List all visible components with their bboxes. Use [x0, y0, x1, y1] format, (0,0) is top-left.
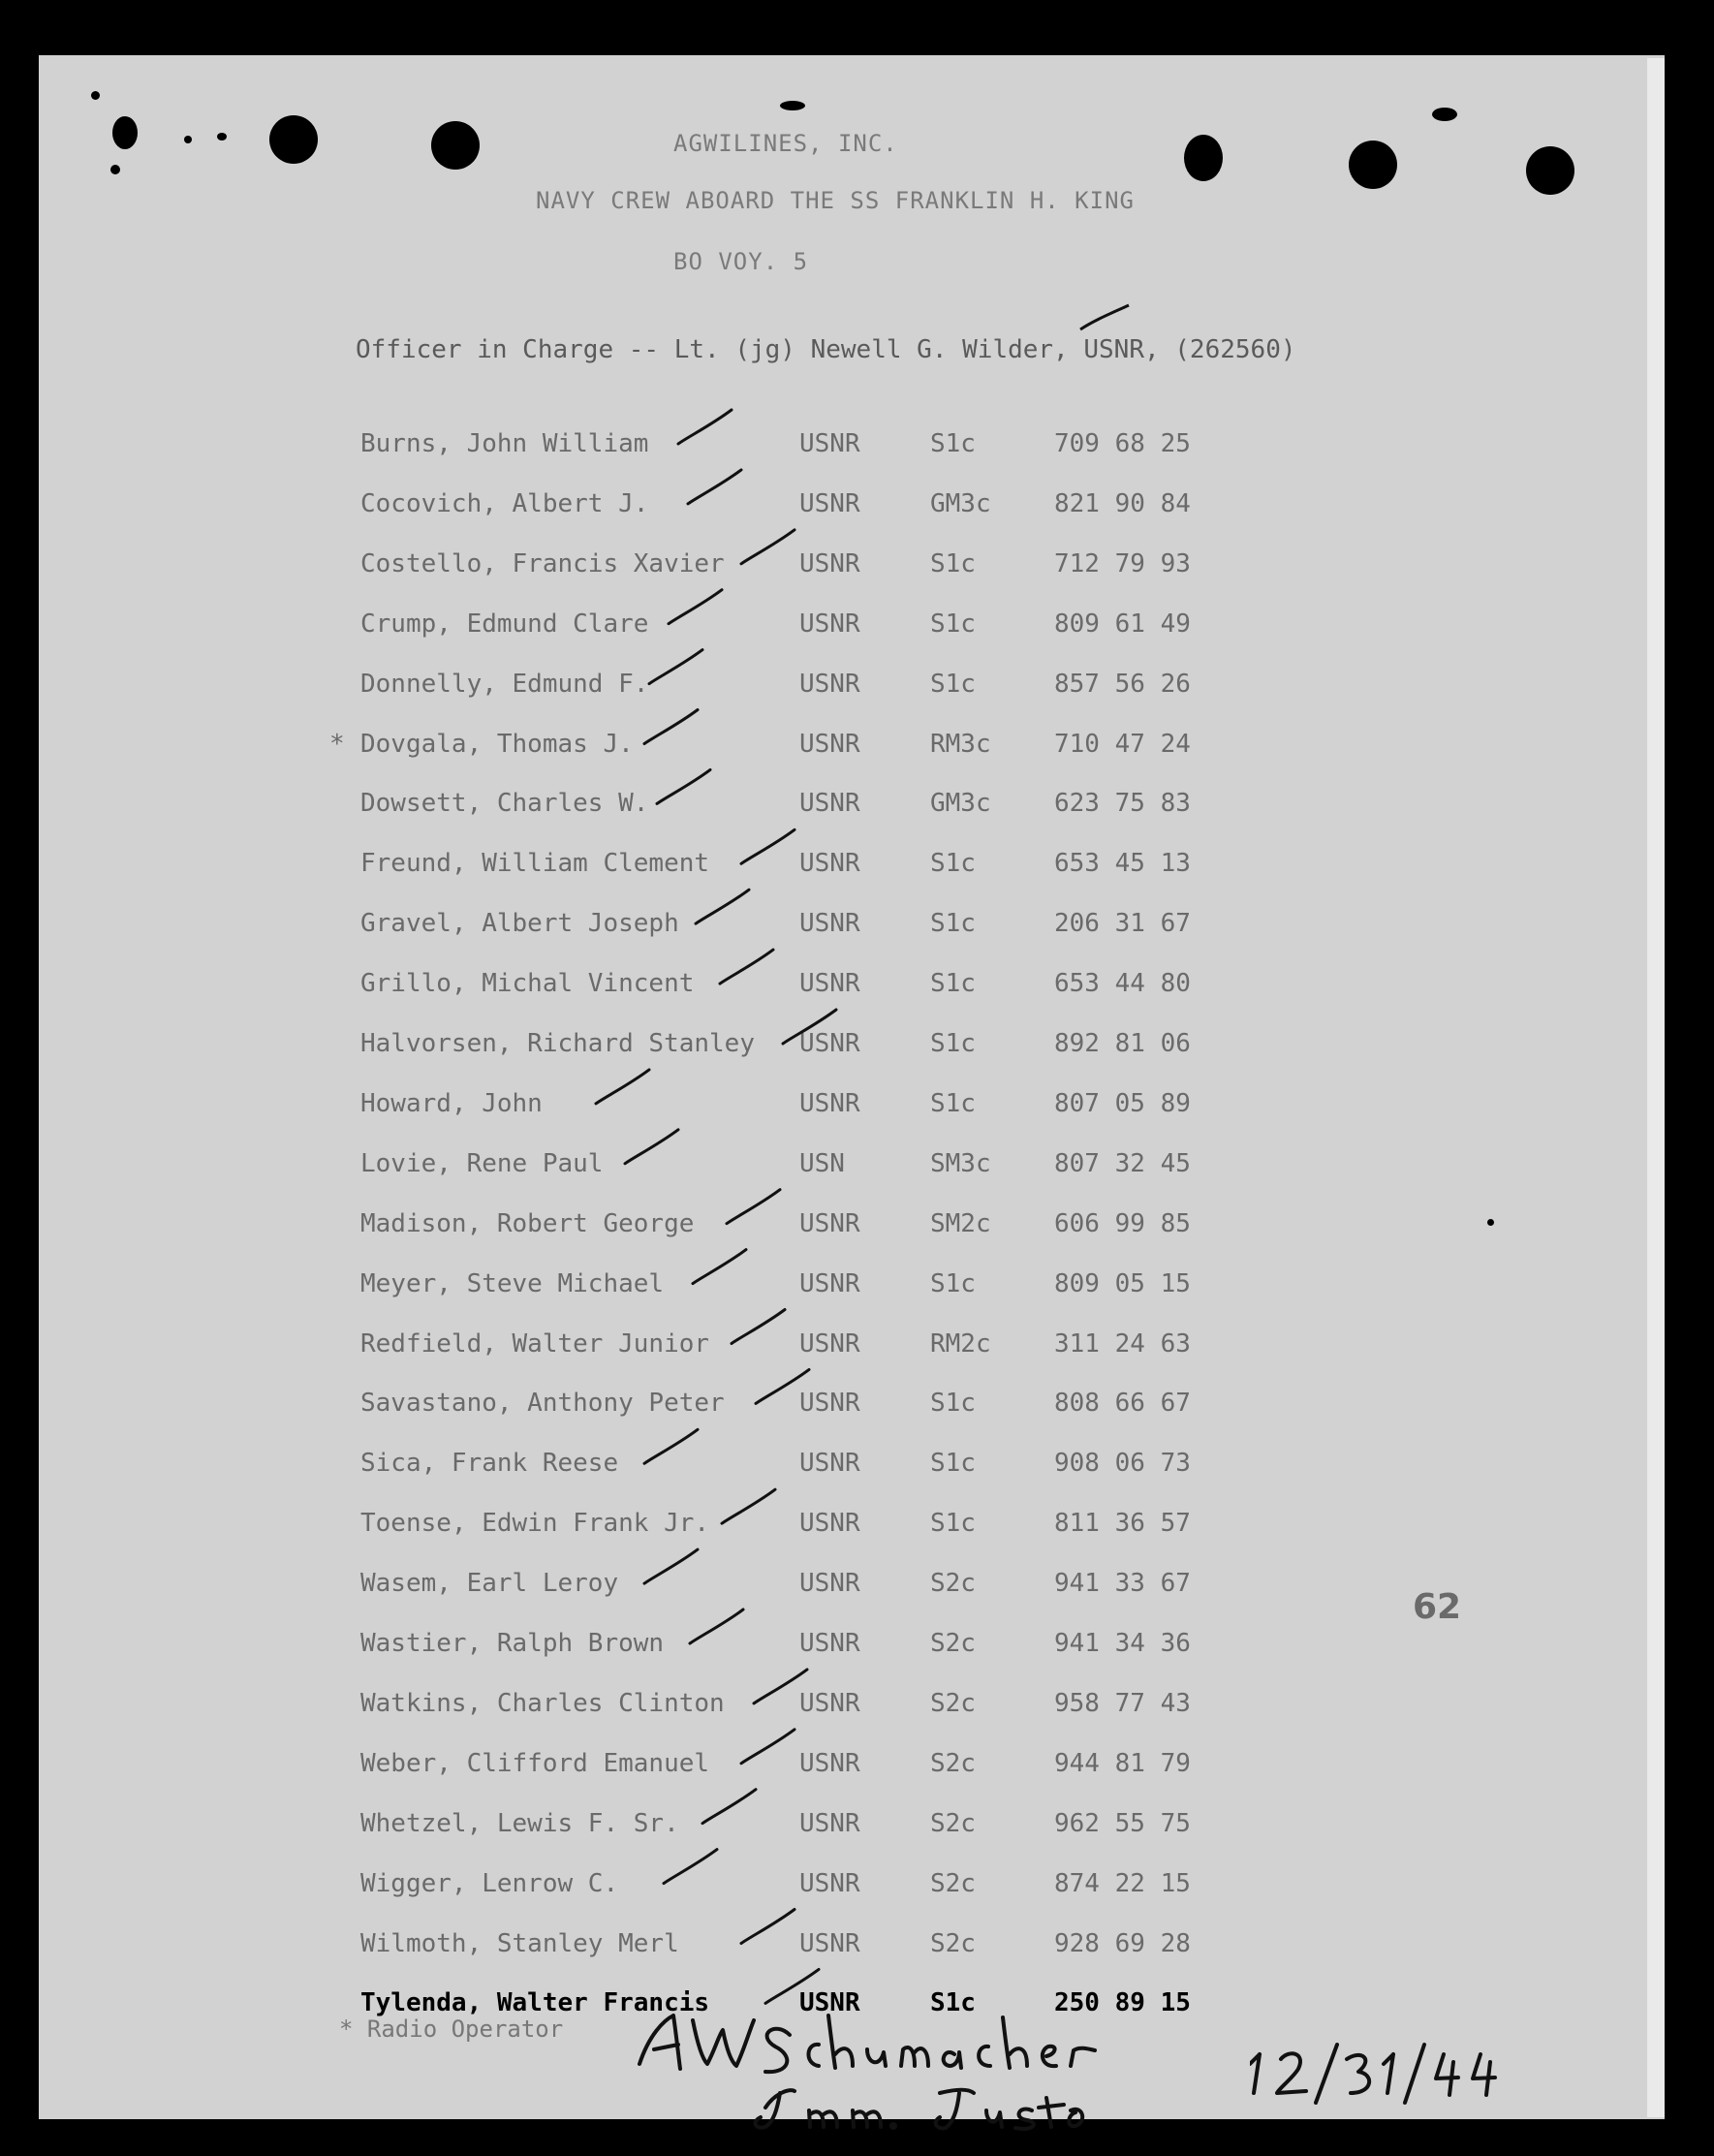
- crew-branch: USNR: [799, 1389, 860, 1419]
- crew-branch: USNR: [799, 849, 860, 879]
- crew-name: Sica, Frank Reese: [360, 1449, 619, 1479]
- check-mark: [702, 1790, 756, 1824]
- crew-branch: USNR: [799, 1928, 860, 1958]
- service-number: 808 66 67: [1054, 1389, 1191, 1419]
- check-mark: [690, 1609, 743, 1643]
- crew-rate: S1c: [930, 1389, 976, 1419]
- crew-name: Weber, Clifford Emanuel: [360, 1748, 710, 1778]
- crew-name: Costello, Francis Xavier: [360, 548, 725, 578]
- crew-name: Meyer, Steve Michael: [360, 1268, 665, 1298]
- crew-rate: S1c: [930, 1449, 976, 1479]
- check-mark: [625, 1130, 678, 1164]
- footnote: * Radio Operator: [339, 2015, 564, 2043]
- service-number: 206 31 67: [1054, 909, 1191, 939]
- check-mark: [741, 1910, 795, 1944]
- check-mark: [678, 410, 732, 444]
- check-mark: [664, 1850, 717, 1884]
- check-mark: [732, 1310, 785, 1344]
- service-number: 807 32 45: [1054, 1148, 1191, 1178]
- crew-rate: S1c: [930, 909, 976, 939]
- service-number: 606 99 85: [1054, 1208, 1191, 1238]
- check-mark: [696, 890, 749, 923]
- crew-branch: USNR: [799, 1808, 860, 1838]
- crew-name: Redfield, Walter Junior: [360, 1328, 710, 1359]
- crew-name: Whetzel, Lewis F. Sr.: [360, 1808, 679, 1838]
- service-number: 857 56 26: [1054, 669, 1191, 699]
- crew-branch: USNR: [799, 488, 860, 518]
- service-number: 811 36 57: [1054, 1509, 1191, 1539]
- crew-name: Burns, John William: [360, 429, 649, 458]
- service-number: 958 77 43: [1054, 1688, 1191, 1718]
- crew-rate: SM3c: [930, 1148, 991, 1178]
- crew-branch: USNR: [799, 1328, 860, 1359]
- service-number: 712 79 93: [1054, 548, 1191, 578]
- crew-branch: USNR: [799, 1509, 860, 1539]
- check-mark: [693, 1250, 746, 1284]
- crew-name: Cocovich, Albert J.: [360, 488, 649, 518]
- crew-branch: USNR: [799, 1268, 860, 1298]
- service-number: 892 81 06: [1054, 1029, 1191, 1058]
- crew-branch: USNR: [799, 1748, 860, 1778]
- crew-branch: USNR: [799, 909, 860, 939]
- crew-name: Savastano, Anthony Peter: [360, 1389, 725, 1419]
- service-number: 941 33 67: [1054, 1569, 1191, 1599]
- crew-branch: USN: [799, 1148, 845, 1178]
- crew-name: Watkins, Charles Clinton: [360, 1688, 725, 1718]
- crew-name: Wastier, Ralph Brown: [360, 1629, 665, 1658]
- radio-operator-mark: *: [329, 729, 345, 759]
- crew-branch: USNR: [799, 1449, 860, 1479]
- crew-rate: S2c: [930, 1808, 976, 1838]
- crew-rate: S1c: [930, 849, 976, 879]
- crew-name: Grillo, Michal Vincent: [360, 969, 695, 999]
- crew-name: Dovgala, Thomas J.: [360, 729, 634, 759]
- crew-branch: USNR: [799, 609, 860, 639]
- crew-rate: S2c: [930, 1569, 976, 1599]
- check-mark: [741, 829, 795, 863]
- crew-name: Dowsett, Charles W.: [360, 789, 649, 819]
- handwritten-signature: [620, 1996, 1221, 2141]
- crew-name: Toense, Edwin Frank Jr.: [360, 1509, 710, 1539]
- crew-rate: S2c: [930, 1928, 976, 1958]
- crew-name: Gravel, Albert Joseph: [360, 909, 679, 939]
- service-number: 928 69 28: [1054, 1928, 1191, 1958]
- check-mark: [722, 1489, 775, 1523]
- check-mark: [727, 1190, 780, 1224]
- crew-branch: USNR: [799, 789, 860, 819]
- crew-name: Crump, Edmund Clare: [360, 609, 649, 639]
- crew-branch: USNR: [799, 429, 860, 458]
- crew-branch: USNR: [799, 1988, 860, 2018]
- check-mark: [688, 470, 741, 504]
- check-mark: [644, 1429, 698, 1463]
- crew-rate: S2c: [930, 1629, 976, 1658]
- officer-in-charge: Officer in Charge -- Lt. (jg) Newell G. Wilder, USNR, (262560): [356, 335, 1296, 364]
- crew-rate: S1c: [930, 1509, 976, 1539]
- check-mark: [720, 950, 773, 984]
- crew-name: Wigger, Lenrow C.: [360, 1868, 619, 1898]
- check-mark: [754, 1670, 807, 1703]
- crew-rate: S1c: [930, 548, 976, 578]
- crew-name: Wasem, Earl Leroy: [360, 1569, 619, 1599]
- check-mark: [657, 769, 710, 803]
- crew-rate: GM3c: [930, 488, 991, 518]
- crew-name: Freund, William Clement: [360, 849, 710, 879]
- crew-rate: S1c: [930, 609, 976, 639]
- crew-branch: USNR: [799, 1088, 860, 1118]
- check-mark: [644, 710, 698, 744]
- crew-rate: S1c: [930, 969, 976, 999]
- crew-rate: S2c: [930, 1688, 976, 1718]
- check-mark: [596, 1070, 649, 1104]
- service-number: 944 81 79: [1054, 1748, 1191, 1778]
- crew-rate: RM2c: [930, 1328, 991, 1359]
- service-number: 807 05 89: [1054, 1088, 1191, 1118]
- service-number: 250 89 15: [1054, 1988, 1191, 2018]
- check-mark: [669, 590, 722, 624]
- service-number: 821 90 84: [1054, 488, 1191, 518]
- crew-rate: S1c: [930, 429, 976, 458]
- crew-rate: S1c: [930, 1088, 976, 1118]
- check-mark: [644, 1549, 698, 1583]
- check-mark: [756, 1369, 809, 1403]
- crew-rate: S1c: [930, 1988, 976, 2018]
- service-number: 809 05 15: [1054, 1268, 1191, 1298]
- crew-branch: USNR: [799, 1029, 860, 1058]
- handwritten-date: [1250, 2035, 1541, 2112]
- service-number: 653 45 13: [1054, 849, 1191, 879]
- crew-name: Lovie, Rene Paul: [360, 1148, 604, 1178]
- crew-name: Tylenda, Walter Francis: [360, 1988, 710, 2018]
- crew-name: Madison, Robert George: [360, 1208, 695, 1238]
- check-mark: [1080, 305, 1129, 329]
- service-number: 709 68 25: [1054, 429, 1191, 458]
- crew-branch: USNR: [799, 1688, 860, 1718]
- crew-rate: S1c: [930, 1268, 976, 1298]
- service-number: 311 24 63: [1054, 1328, 1191, 1359]
- crew-name: Wilmoth, Stanley Merl: [360, 1928, 679, 1958]
- service-number: 623 75 83: [1054, 789, 1191, 819]
- crew-branch: USNR: [799, 1868, 860, 1898]
- crew-name: Halvorsen, Richard Stanley: [360, 1029, 755, 1058]
- crew-name: Donnelly, Edmund F.: [360, 669, 649, 699]
- crew-rate: SM2c: [930, 1208, 991, 1238]
- crew-rate: S2c: [930, 1868, 976, 1898]
- crew-rate: S1c: [930, 669, 976, 699]
- crew-rate: S1c: [930, 1029, 976, 1058]
- service-number: 809 61 49: [1054, 609, 1191, 639]
- crew-rate: RM3c: [930, 729, 991, 759]
- crew-branch: USNR: [799, 669, 860, 699]
- check-mark: [741, 530, 795, 564]
- crew-branch: USNR: [799, 729, 860, 759]
- service-number: 941 34 36: [1054, 1629, 1191, 1658]
- service-number: 710 47 24: [1054, 729, 1191, 759]
- service-number: 653 44 80: [1054, 969, 1191, 999]
- check-mark: [741, 1730, 795, 1764]
- check-mark: [649, 650, 702, 684]
- page-number: 62: [1413, 1587, 1462, 1627]
- check-mark: [783, 1010, 836, 1044]
- service-number: 908 06 73: [1054, 1449, 1191, 1479]
- service-number: 962 55 75: [1054, 1808, 1191, 1838]
- crew-rate: S2c: [930, 1748, 976, 1778]
- crew-branch: USNR: [799, 1569, 860, 1599]
- crew-branch: USNR: [799, 548, 860, 578]
- crew-rate: GM3c: [930, 789, 991, 819]
- document-title: NAVY CREW ABOARD THE SS FRANKLIN H. KING: [536, 187, 1135, 214]
- crew-branch: USNR: [799, 969, 860, 999]
- crew-branch: USNR: [799, 1629, 860, 1658]
- crew-name: Howard, John: [360, 1088, 543, 1118]
- service-number: 874 22 15: [1054, 1868, 1191, 1898]
- voyage-label: BO VOY. 5: [673, 248, 809, 275]
- crew-branch: USNR: [799, 1208, 860, 1238]
- company-name: AGWILINES, INC.: [673, 130, 898, 157]
